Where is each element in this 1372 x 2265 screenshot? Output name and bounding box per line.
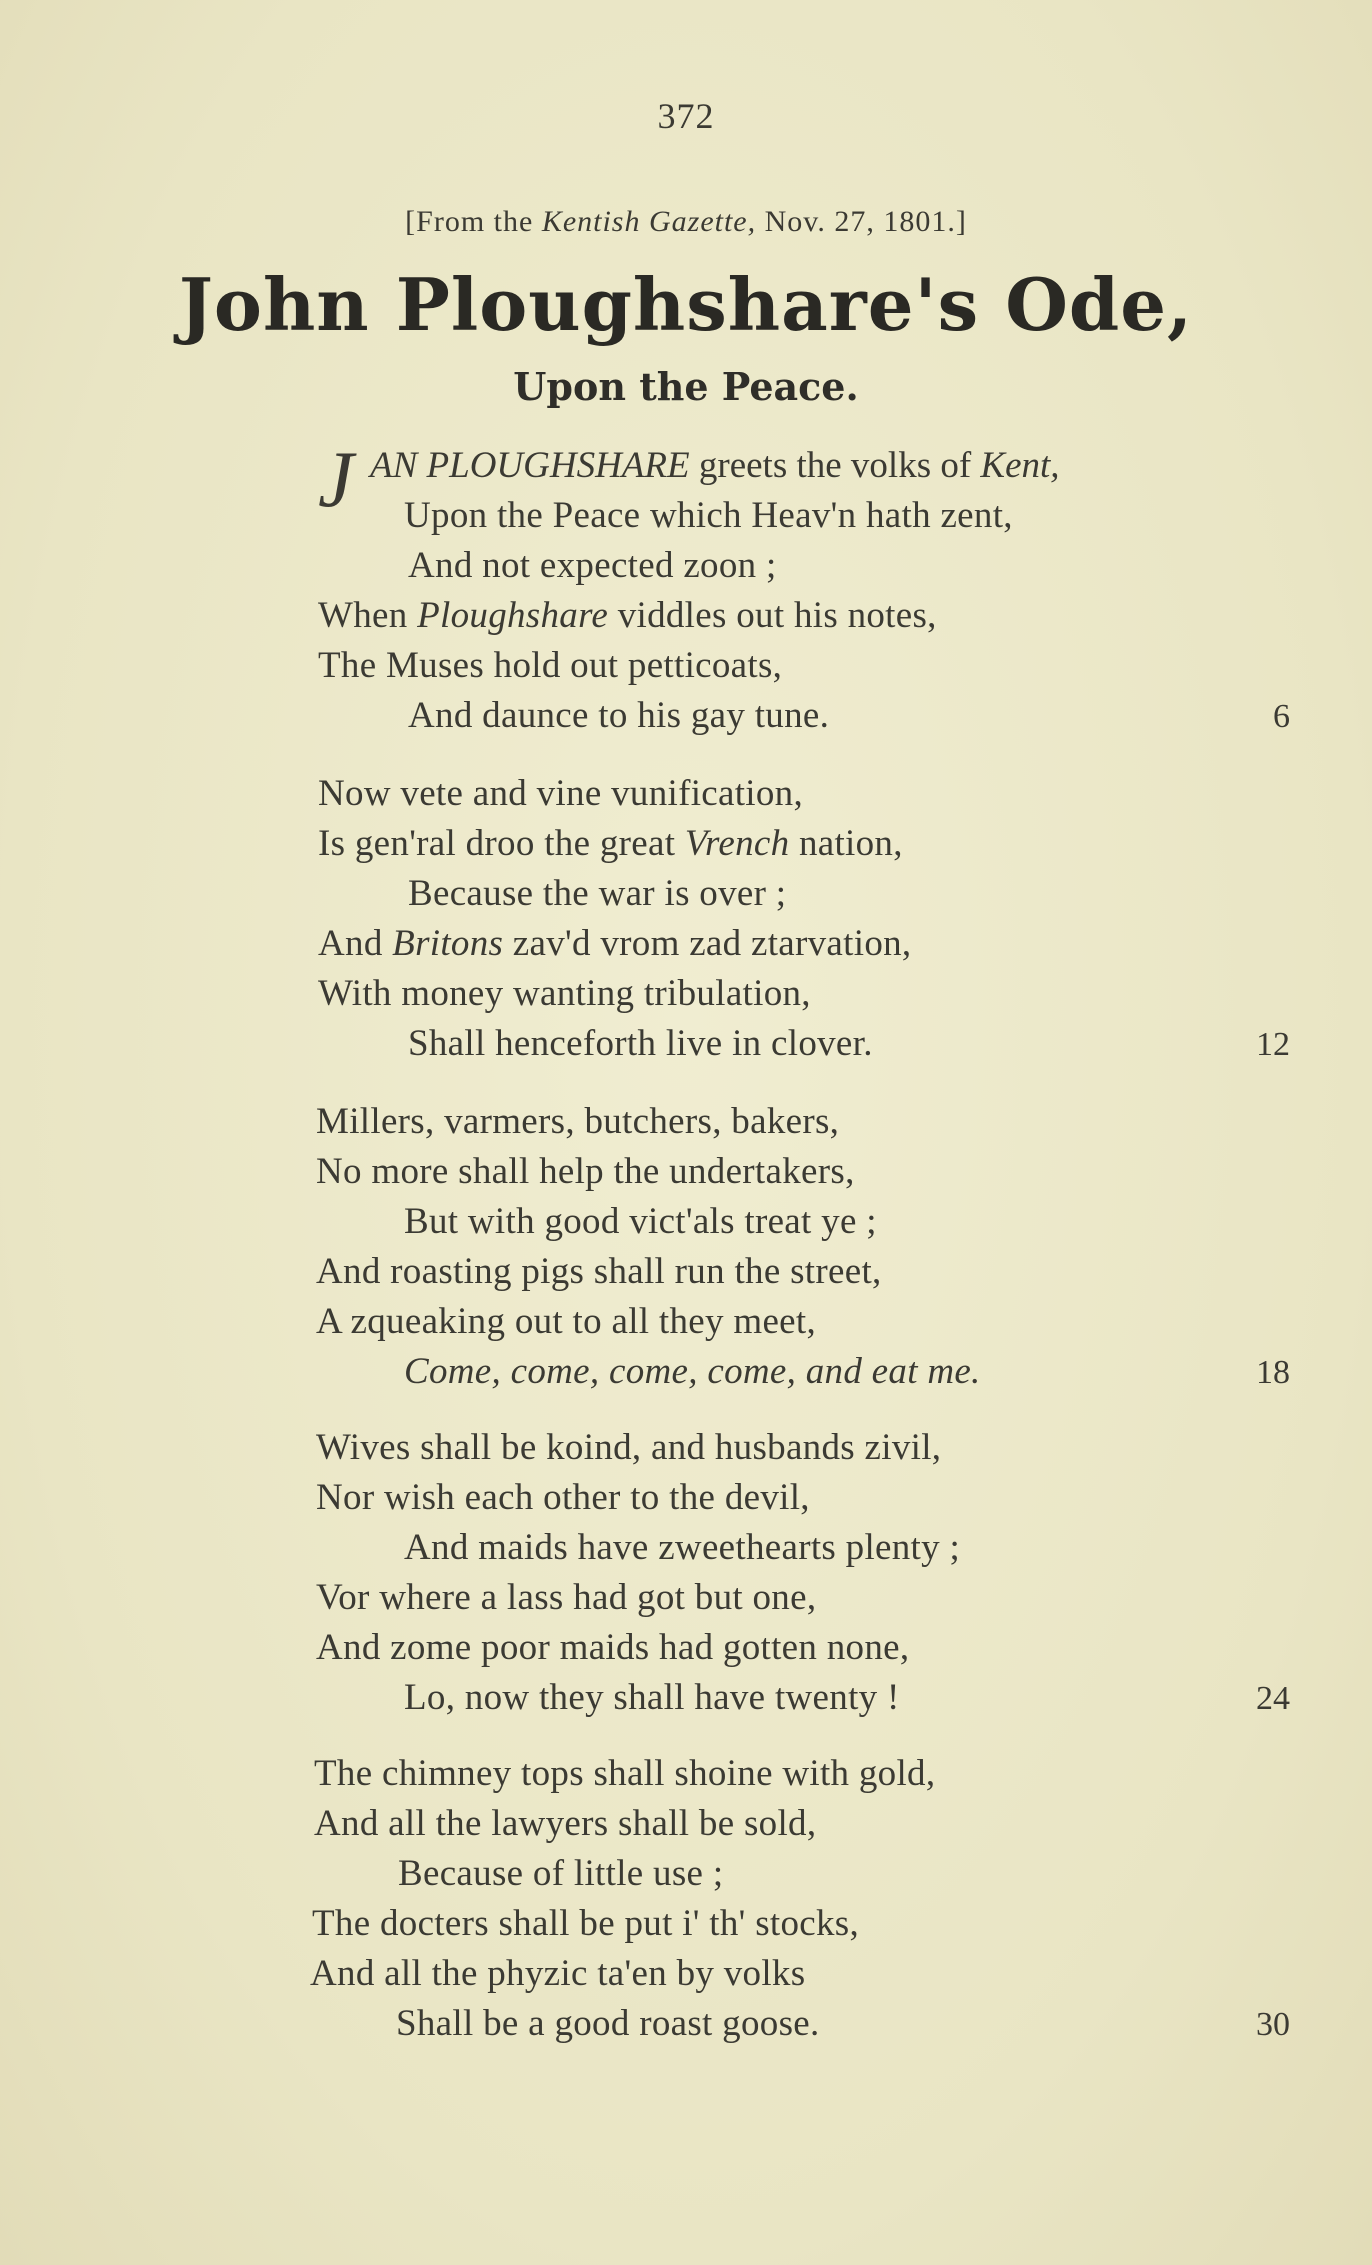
poem-line-21: And maids have zweethearts plenty ; — [404, 1527, 961, 1568]
poem-line-8-italic: Vrench — [684, 823, 790, 864]
poem-line-8-b: nation, — [789, 823, 903, 864]
poem-line-17: A zqueaking out to all they meet, — [316, 1301, 817, 1342]
line-number-30: 30 — [1256, 2006, 1290, 2043]
poem-line-2: Upon the Peace which Heav'n hath zent, — [404, 495, 1013, 536]
poem-line-10-a: And — [318, 923, 393, 964]
first-line-place: Kent, — [980, 445, 1060, 486]
poem-title: John Ploughshare's Ode, — [178, 262, 1194, 347]
source-note-publication: Kentish Gazette, — [541, 205, 757, 238]
line-number-24: 24 — [1256, 1680, 1290, 1717]
line-number-12: 12 — [1256, 1026, 1290, 1063]
poem-line-12: Shall henceforth live in clover. — [408, 1023, 873, 1064]
poem-line-19: Wives shall be koind, and husbands zivil, — [316, 1427, 942, 1468]
drop-cap: J — [318, 436, 354, 524]
poem-line-9: Because the war is over ; — [408, 873, 787, 914]
source-note — [0, 205, 1372, 239]
poem-line-28: The docters shall be put i' th' stocks, — [312, 1903, 860, 1944]
poem-line-8-a: Is gen'ral droo the great — [318, 823, 685, 864]
poem-line-1 — [370, 444, 1060, 487]
poem-line-29: And all the phyzic ta'en by volks — [310, 1953, 806, 1994]
poem-line-4-italic: Ploughshare — [417, 595, 609, 636]
poem-line-16: And roasting pigs shall run the street, — [316, 1251, 882, 1292]
poem-line-13: Millers, varmers, butchers, bakers, — [316, 1101, 840, 1142]
poem-line-11: With money wanting tribulation, — [318, 973, 811, 1014]
poem-line-3: And not expected zoon ; — [408, 545, 777, 586]
poem-line-18: Come, come, come, come, and eat me. — [404, 1351, 981, 1392]
line-number-18: 18 — [1256, 1354, 1290, 1391]
poem-line-26: And all the lawyers shall be sold, — [314, 1803, 817, 1844]
poem-line-30: Shall be a good roast goose. — [396, 2003, 820, 2044]
poem-line-20: Nor wish each other to the devil, — [316, 1477, 810, 1518]
first-line-name: AN PLOUGHSHARE — [370, 445, 690, 486]
poem-line-25: The chimney tops shall shoine with gold, — [314, 1753, 936, 1794]
poem-line-4 — [318, 594, 937, 637]
poem-line-4-b: viddles out his notes, — [608, 595, 937, 636]
poem-line-10-b: zav'd vrom zad ztarvation, — [503, 923, 912, 964]
poem-line-27: Because of little use ; — [398, 1853, 724, 1894]
poem-line-23: And zome poor maids had gotten none, — [316, 1627, 910, 1668]
poem-line-6: And daunce to his gay tune. — [408, 695, 830, 736]
source-note-date: Nov. 27, 1801.] — [756, 205, 967, 238]
poem-line-8 — [318, 822, 903, 865]
poem-line-7: Now vete and vine vunification, — [318, 773, 804, 814]
poem-line-15: But with good vict'als treat ye ; — [404, 1201, 877, 1242]
poem-line-14: No more shall help the undertakers, — [316, 1151, 855, 1192]
first-line-text: greets the volks of — [689, 445, 981, 486]
poem-line-24: Lo, now they shall have twenty ! — [404, 1677, 900, 1718]
poem-subtitle: Upon the Peace. — [513, 364, 859, 409]
page-number: 372 — [657, 96, 715, 136]
poem-line-10-italic: Britons — [392, 923, 504, 964]
poem-line-10 — [318, 922, 911, 965]
poem-line-5: The Muses hold out petticoats, — [318, 645, 783, 686]
poem-line-22: Vor where a lass had got but one, — [316, 1577, 817, 1618]
source-note-prefix: [From the — [405, 205, 542, 238]
line-number-6: 6 — [1273, 698, 1290, 735]
poem-line-4-a: When — [318, 595, 418, 636]
